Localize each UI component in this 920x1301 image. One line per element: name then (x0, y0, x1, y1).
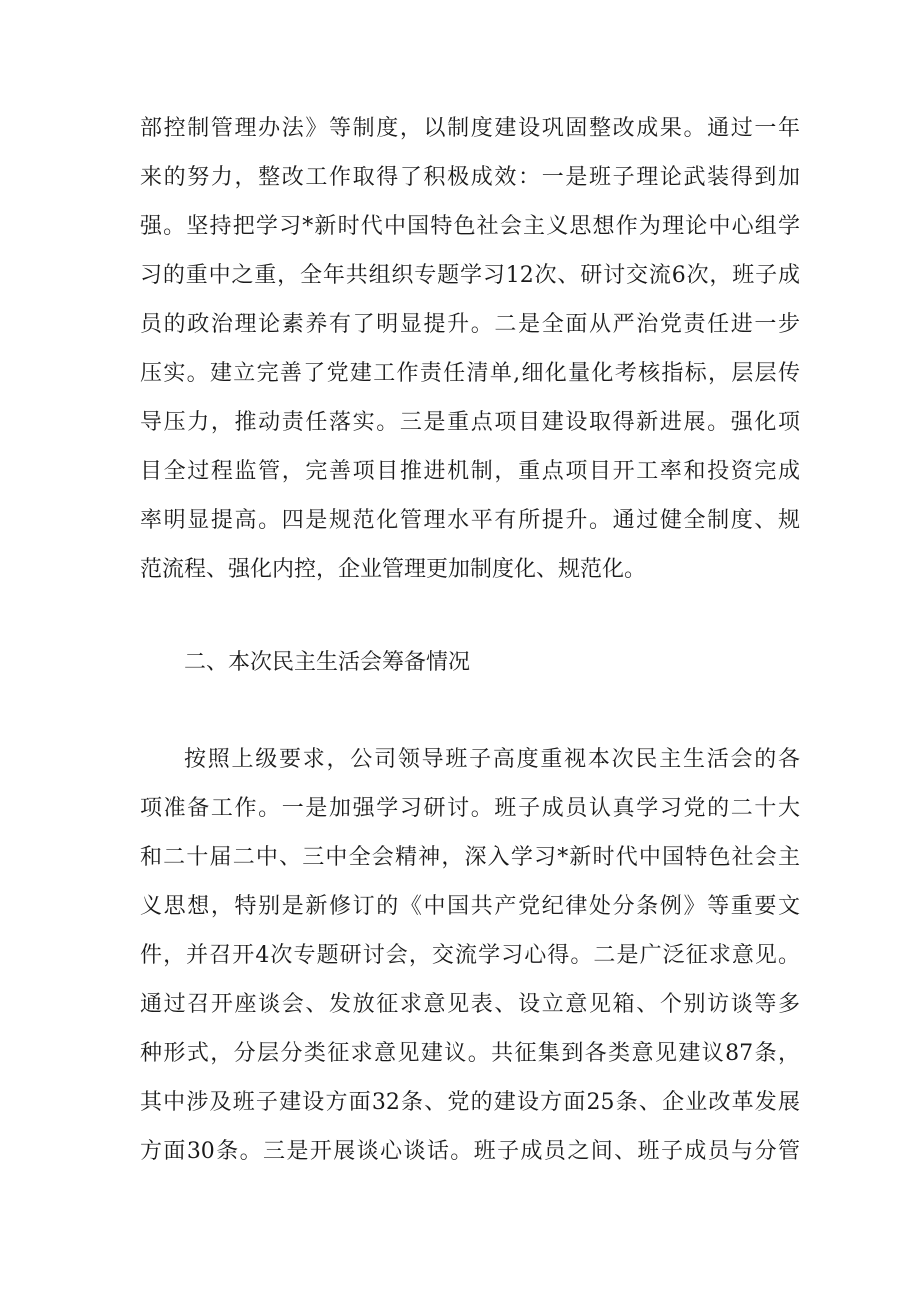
paragraph-line: 项准备工作。一是加强学习研讨。班子成员认真学习党的二十大 (140, 796, 800, 821)
paragraph-line: 部控制管理办法》等制度，以制度建设巩固整改成果。通过一年 (140, 116, 800, 141)
paragraph-line: 其中涉及班子建设方面32条、党的建设方面25条、企业改革发展 (140, 1090, 800, 1115)
paragraph-line: 件，并召开4次专题研讨会，交流学习心得。二是广泛征求意见。 (140, 943, 800, 968)
paragraph-line: 率明显提高。四是规范化管理水平有所提升。通过健全制度、规 (140, 508, 800, 533)
paragraph-line: 通过召开座谈会、发放征求意见表、设立意见箱、个别访谈等多 (140, 992, 800, 1017)
paragraph-line: 习的重中之重，全年共组织专题学习12次、研讨交流6次，班子成 (140, 263, 800, 288)
paragraph-line: 和二十届二中、三中全会精神，深入学习*新时代中国特色社会主 (140, 845, 800, 870)
paragraph-line: 按照上级要求，公司领导班子高度重视本次民主生活会的各 (184, 747, 800, 772)
paragraph-line: 种形式，分层分类征求意见建议。共征集到各类意见建议87条， (140, 1041, 800, 1066)
paragraph-line: 范流程、强化内控，企业管理更加制度化、规范化。 (140, 557, 647, 582)
paragraph-line: 导压力，推动责任落实。三是重点项目建设取得新进展。强化项 (140, 410, 800, 435)
paragraph-line: 目全过程监管，完善项目推进机制，重点项目开工率和投资完成 (140, 459, 800, 484)
paragraph-line: 强。坚持把学习*新时代中国特色社会主义思想作为理论中心组学 (140, 214, 800, 239)
paragraph-line: 义思想，特别是新修订的《中国共产党纪律处分条例》等重要文 (140, 894, 800, 919)
paragraph-line: 来的努力，整改工作取得了积极成效：一是班子理论武装得到加 (140, 165, 800, 190)
section-heading: 二、本次民主生活会筹备情况 (184, 650, 471, 675)
paragraph-line: 方面30条。三是开展谈心谈话。班子成员之间、班子成员与分管 (140, 1139, 800, 1164)
paragraph-line: 员的政治理论素养有了明显提升。二是全面从严治党责任进一步 (140, 312, 800, 337)
paragraph-line: 压实。建立完善了党建工作责任清单,细化量化考核指标，层层传 (140, 361, 800, 386)
